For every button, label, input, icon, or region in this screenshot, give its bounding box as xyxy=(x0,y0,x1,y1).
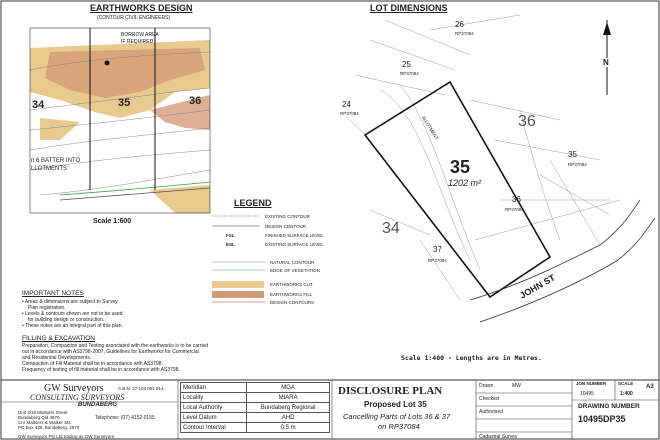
batter-note-line1: n 6 BATTER INTO xyxy=(31,158,81,164)
filling-line: Preparation, Compaction and Testing associated with the earthworks is to be carried xyxy=(22,343,209,349)
neighbor-36-rp: RP37084 xyxy=(505,207,524,212)
table-row xyxy=(181,393,330,403)
legend-code-esl: ESL xyxy=(226,242,235,247)
lot-35-number: 35 xyxy=(450,157,471,177)
legend-title: LEGEND xyxy=(234,198,272,208)
field-value: AHD xyxy=(247,413,330,423)
batter-note-line2: LLOTMENTS xyxy=(31,166,68,172)
job-value: 10495 xyxy=(580,391,594,397)
borrow-note-line2: IF REQUIRED xyxy=(121,39,154,45)
drawing-number-label: DRAWING NUMBER xyxy=(578,403,640,410)
field-label: Meridian xyxy=(181,383,247,393)
scale-value: 1:400 xyxy=(620,391,633,397)
legend-earthworks-fill: EARTHWORKS FILL xyxy=(270,292,313,297)
field-label: Local Authority xyxy=(181,403,247,413)
drawn-label: Drawn xyxy=(479,383,494,389)
table-row xyxy=(181,403,330,413)
legend-fsl: FINISHED SURFACE LEVEL xyxy=(265,233,324,238)
sheet-size: A3 xyxy=(646,384,654,390)
table-row xyxy=(181,423,330,433)
field-label: Locality xyxy=(181,393,247,403)
earth-lot-35: 35 xyxy=(118,97,131,109)
earth-lot-34: 34 xyxy=(32,99,45,111)
earth-lot-36: 36 xyxy=(189,95,202,107)
legend-code-fsl: FSL xyxy=(226,233,235,238)
legend-esl: EXISTING SURFACE LEVEL xyxy=(265,242,324,247)
note-line: • Levels & contours shown are not to be used xyxy=(22,311,123,317)
filling-title: FILLING & EXCAVATION xyxy=(22,335,95,342)
authorised-label: Authorised xyxy=(479,409,503,415)
notes-block xyxy=(22,299,123,329)
cancelling-line2: on RP37084 xyxy=(378,422,420,431)
neighbor-35-rp: RP37084 xyxy=(568,162,587,167)
proposed-lot: Proposed Lot 35 xyxy=(364,400,427,409)
disclosure-plan-title: DISCLOSURE PLAN xyxy=(338,385,443,397)
cadastral-label: Cadastral Survey xyxy=(479,434,518,440)
neighbor-36: 36 xyxy=(512,195,521,204)
plan-fields-table xyxy=(180,382,330,433)
lot-dimensions-scale: Scale 1:400 - Lengths are in Metres. xyxy=(401,354,542,362)
drawing-number: 10495DP35 xyxy=(578,414,626,424)
job-label: JOB NUMBER xyxy=(576,381,607,386)
neighbor-34-large: 34 xyxy=(382,220,400,237)
checked-label: Checked xyxy=(479,396,499,402)
address-line: Bundaberg Qld 4670 xyxy=(18,415,60,420)
neighbor-24: 24 xyxy=(342,100,351,109)
table-row xyxy=(181,383,330,393)
borrow-marker xyxy=(105,61,110,66)
field-value: MGA xyxy=(247,383,330,393)
address-line: Unit 3/19 Maltsers Street xyxy=(18,410,68,415)
neighbor-25: 25 xyxy=(402,60,411,69)
company-trading: GW Surveyors Pty Ltd trading as GW Surveyors xyxy=(18,434,115,439)
scale-label: SCALE xyxy=(618,381,634,386)
neighbor-26: 26 xyxy=(455,20,464,29)
note-line: • Areas & dimensions are subject to Survey xyxy=(22,299,118,305)
company-address xyxy=(18,410,79,430)
field-label: Level Datum xyxy=(181,413,247,423)
field-label: Contour Interval xyxy=(181,423,247,433)
legend-cut-swatch xyxy=(212,281,264,288)
legend-design-contour: DESIGN CONTOUR xyxy=(265,224,307,229)
address-line: Cnr Maltsers & Walker Sts xyxy=(18,420,71,425)
earthworks-map xyxy=(30,28,210,213)
company-subtitle: CONSULTING SURVEYORS xyxy=(30,393,125,402)
filling-line: out in accordance with AS3798-2007, Guidelines for Earthworks for Commercial xyxy=(22,349,199,355)
filling-line: Frequency of testing of fill material shall be in accordance with AS3798. xyxy=(22,367,180,373)
neighbor-35: 35 xyxy=(568,150,577,159)
neighbor-36-large: 36 xyxy=(518,113,536,130)
earthworks-subtitle: (CONTOUR CIVIL ENGINEERS) xyxy=(97,15,171,21)
field-value: Bundaberg Regional xyxy=(247,403,330,413)
neighbor-24-rp: RP37084 xyxy=(340,111,359,116)
filling-block xyxy=(22,343,208,373)
allotment-label: ALLOTMENT xyxy=(420,115,440,141)
john-st-road xyxy=(470,200,655,322)
neighbor-37-rp: RP37084 xyxy=(428,258,447,263)
lot-35-area: 1202 m² xyxy=(448,178,482,188)
legend-edge-vegetation: EDGE OF VEGETATION xyxy=(270,268,320,273)
field-value: 0.5 m xyxy=(247,423,330,433)
note-line: for building design or construction. xyxy=(28,317,105,323)
table-row xyxy=(181,413,330,423)
earthworks-title: EARTHWORKS DESIGN xyxy=(90,3,193,13)
note-line: Plan registration. xyxy=(28,305,66,311)
company-abn: A.B.N. 27 103 001 814 xyxy=(118,386,164,391)
neighbor-25-rp: RP37084 xyxy=(400,71,419,76)
cancelling-line1: Cancelling Parts of Lots 36 & 37 xyxy=(343,412,451,421)
drawn-value: MW xyxy=(512,383,521,389)
legend-fill-swatch xyxy=(212,291,264,298)
legend-earthworks-cut: EARTHWORKS CUT xyxy=(270,282,313,287)
legend-natural-contour: NATURAL CONTOUR xyxy=(270,260,315,265)
legend-symbols xyxy=(212,216,265,302)
filling-line: and Residential Developments. xyxy=(22,355,92,361)
address-line: PO Box 439, Bundaberg, 4670 xyxy=(18,425,80,430)
legend-existing-contour: EXISTING CONTOUR xyxy=(265,214,310,219)
neighbor-26-rp: RP37084 xyxy=(455,31,474,36)
north-label: N xyxy=(603,58,609,67)
street-label: JOHN ST xyxy=(518,272,557,301)
company-phone: Telephone: (07) 4152 0155 xyxy=(95,415,155,421)
lot-dimensions-title: LOT DIMENSIONS xyxy=(370,3,448,13)
company-name: GW Surveyors xyxy=(44,383,104,394)
field-value: MIARA xyxy=(247,393,330,403)
earthworks-scale: Scale 1:600 xyxy=(93,218,132,225)
lot-dimensions-map xyxy=(350,15,620,300)
legend-design-contours: DESIGN CONTOURS xyxy=(270,300,315,305)
notes-title: IMPORTANT NOTES xyxy=(22,290,84,297)
company-city: BUNDABERG xyxy=(78,402,117,408)
note-line: • These notes are an integral part of this plan. xyxy=(22,323,123,329)
filling-line: Compaction of Fill Material shall be in accordance with AS3798. xyxy=(22,361,163,367)
neighbor-37: 37 xyxy=(433,245,442,254)
borrow-note-line1: BORROW AREA xyxy=(121,32,159,38)
